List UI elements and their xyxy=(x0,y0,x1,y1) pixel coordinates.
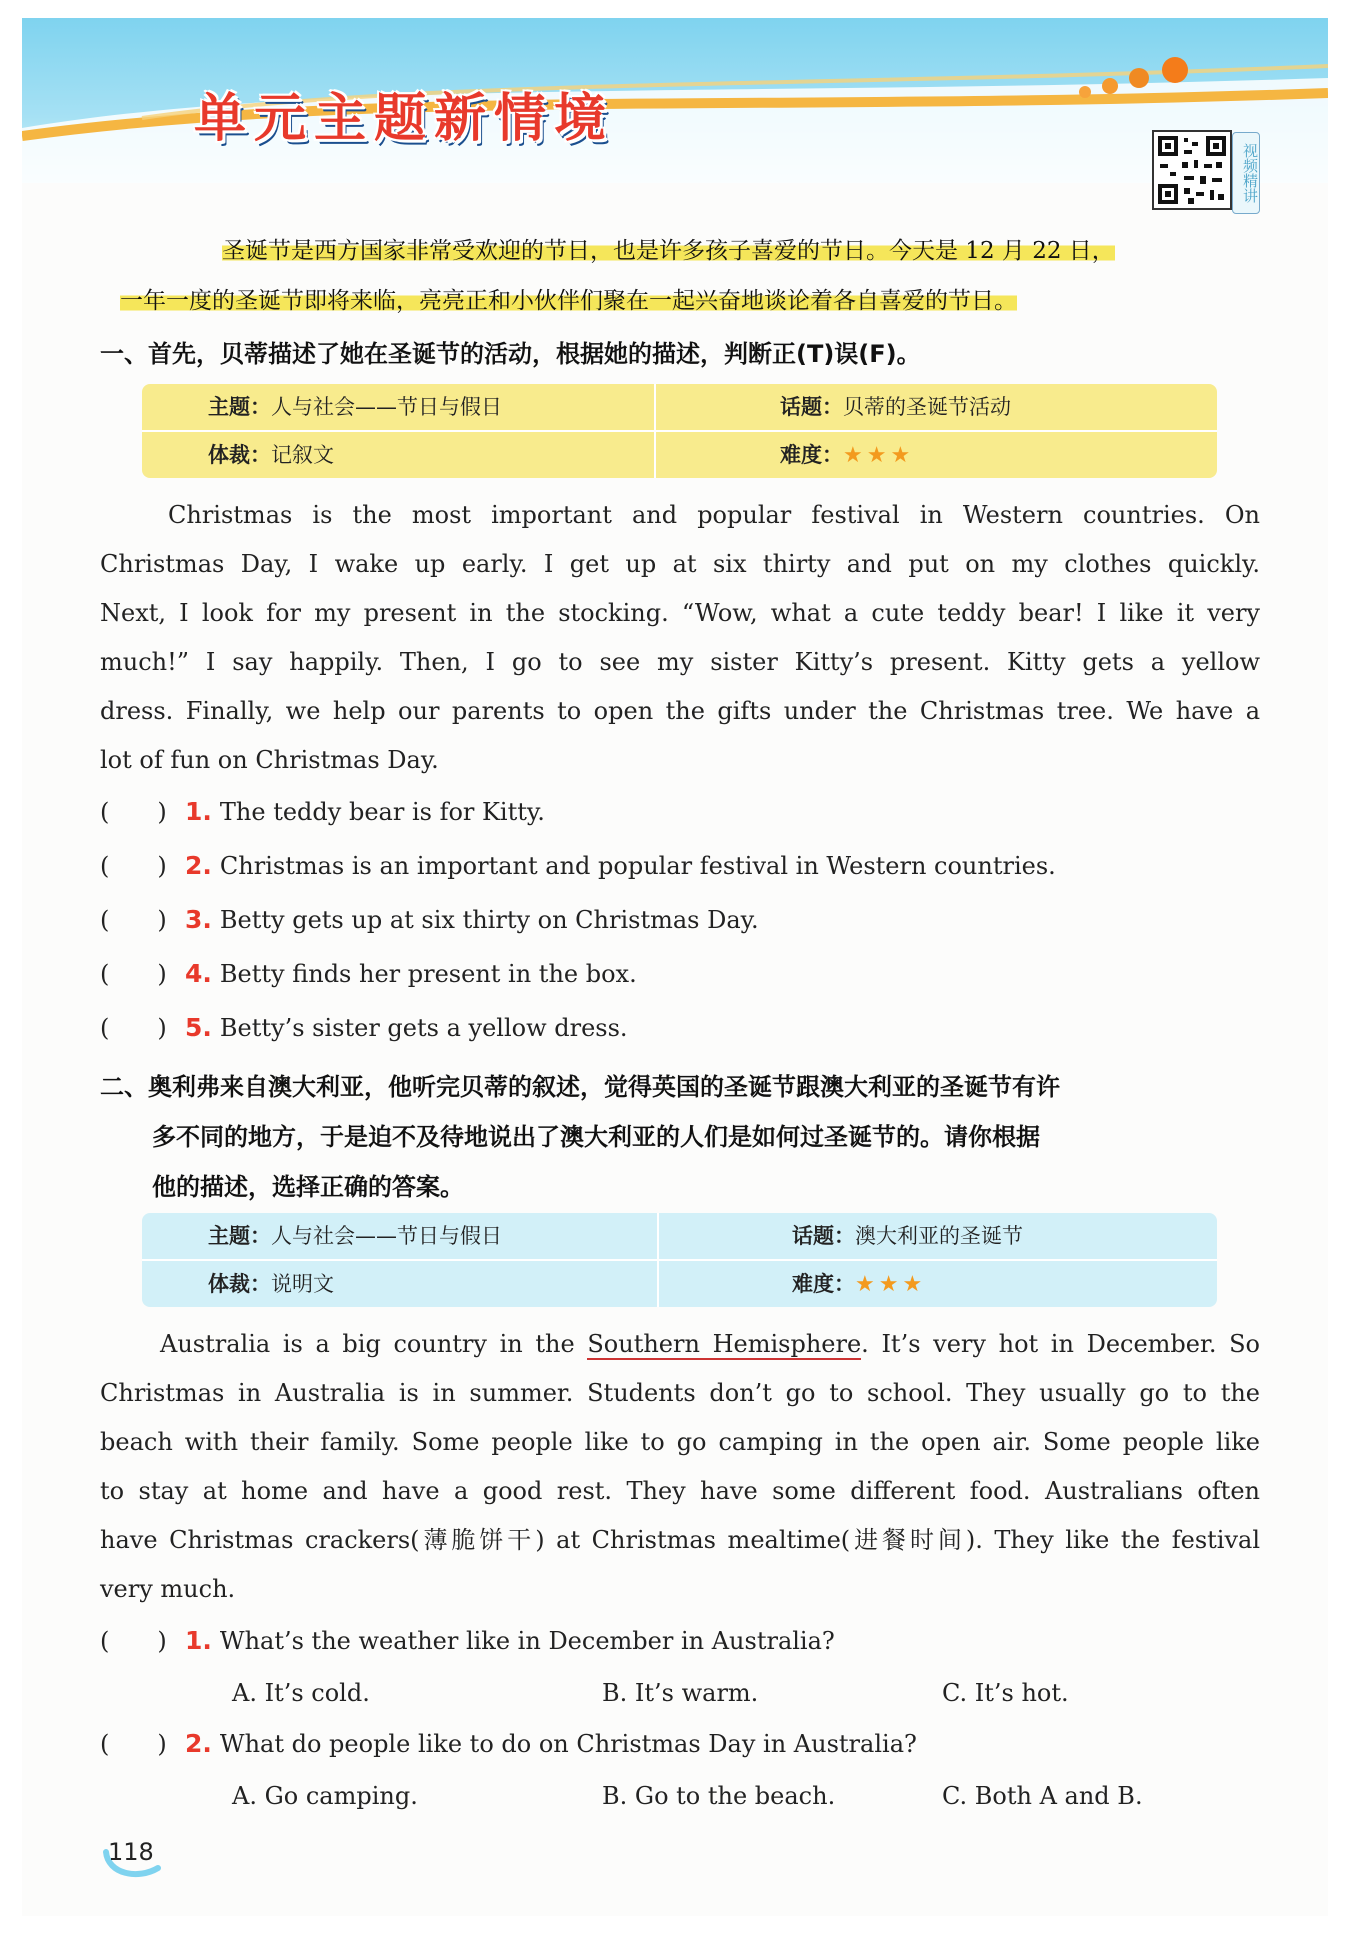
genre-key: 体裁： xyxy=(208,1272,271,1296)
passage-line: beach with their family. Some people like to go camping in the open air. Some people like xyxy=(100,1428,1260,1456)
question-number: 2. xyxy=(185,1729,212,1758)
answer-blank[interactable]: ( ) xyxy=(100,1627,167,1655)
option-c[interactable]: C. It’s hot. xyxy=(942,1679,1069,1707)
question-text: Christmas is an important and popular festival in Western countries. xyxy=(219,852,1056,880)
topic-value: 澳大利亚的圣诞节 xyxy=(855,1224,1023,1248)
question-text: What’s the weather like in December in Australia? xyxy=(219,1627,835,1655)
theme-value: 人与社会——节日与假日 xyxy=(271,1224,502,1248)
question-number: 1. xyxy=(185,1626,212,1655)
option-a[interactable]: A. It’s cold. xyxy=(232,1679,370,1707)
passage-line: Christmas Day, I wake up early. I get up at six thirty and put on my clothes quickly. xyxy=(100,550,1260,578)
question-item xyxy=(100,1727,1270,1761)
video-lecture-label[interactable]: 视频精讲 xyxy=(1232,132,1260,214)
passage-text: Australia is a big country in the xyxy=(160,1330,588,1358)
section-1-info-box xyxy=(142,384,1217,478)
section-1-heading: 一、首先，贝蒂描述了她在圣诞节的活动，根据她的描述，判断正(T)误(F)。 xyxy=(100,340,921,368)
topic-key: 话题： xyxy=(780,395,843,419)
genre-key: 体裁： xyxy=(208,443,271,467)
answer-blank[interactable]: ( ) xyxy=(100,852,167,880)
section-2-heading-line: 二、奥利弗来自澳大利亚，他听完贝蒂的叙述，觉得英国的圣诞节跟澳大利亚的圣诞节有许 xyxy=(100,1073,1060,1101)
passage-line: very much. xyxy=(100,1575,236,1603)
question-number: 1. xyxy=(185,797,212,826)
intro-line-2: 一年一度的圣诞节即将来临，亮亮正和小伙伴们聚在一起兴奋地谈论着各自喜爱的节日。 xyxy=(120,288,1017,314)
passage-line: dress. Finally, we help our parents to open the gifts under the Christmas tree. We have a xyxy=(100,697,1260,725)
answer-blank[interactable]: ( ) xyxy=(100,798,167,826)
option-b[interactable]: B. It’s warm. xyxy=(602,1679,759,1707)
answer-blank[interactable]: ( ) xyxy=(100,960,167,988)
topic-value: 贝蒂的圣诞节活动 xyxy=(843,395,1011,419)
question-number: 3. xyxy=(185,905,212,934)
question-item xyxy=(100,1011,1270,1045)
passage-line: Christmas is the most important and popular festival in Western countries. On xyxy=(168,501,1260,529)
section-2-heading-line: 他的描述，选择正确的答案。 xyxy=(152,1173,464,1201)
genre-value: 记叙文 xyxy=(271,443,334,467)
difficulty-key: 难度： xyxy=(792,1272,855,1296)
option-b[interactable]: B. Go to the beach. xyxy=(602,1782,836,1810)
passage-line: to stay at home and have a good rest. They have some different food. Australians often xyxy=(100,1477,1260,1505)
decorative-dots xyxy=(1075,50,1195,110)
southern-hemisphere-term: Southern Hemisphere xyxy=(587,1330,862,1358)
question-item xyxy=(100,795,1270,829)
question-item xyxy=(100,957,1270,991)
option-c[interactable]: C. Both A and B. xyxy=(942,1782,1143,1810)
section-2-heading-line: 多不同的地方，于是迫不及待地说出了澳大利亚的人们是如何过圣诞节的。请你根据 xyxy=(152,1123,1040,1151)
section-2-passage xyxy=(100,1320,1260,1614)
question-item xyxy=(100,903,1270,937)
theme-key: 主题： xyxy=(208,1224,271,1248)
question-item xyxy=(100,849,1270,883)
question-item xyxy=(100,1624,1270,1658)
genre-value: 说明文 xyxy=(271,1272,334,1296)
option-a[interactable]: A. Go camping. xyxy=(232,1782,418,1810)
intro-line-1: 圣诞节是西方国家非常受欢迎的节日，也是许多孩子喜爱的节日。今天是 12 月 22 日， xyxy=(222,238,1115,264)
question-number: 4. xyxy=(185,959,212,988)
question-text: The teddy bear is for Kitty. xyxy=(219,798,545,826)
difficulty-stars-icon: ★★★ xyxy=(855,1272,927,1297)
theme-value: 人与社会——节日与假日 xyxy=(271,395,502,419)
banner-title: 单元主题新情境 xyxy=(194,89,615,149)
answer-blank[interactable]: ( ) xyxy=(100,1730,167,1758)
passage-line: Christmas in Australia is in summer. Students don’t go to school. They usually go to the xyxy=(100,1379,1260,1407)
intro-paragraph xyxy=(120,226,1260,326)
answer-blank[interactable]: ( ) xyxy=(100,906,167,934)
passage-line: Next, I look for my present in the stocking. “Wow, what a cute teddy bear! I like it very xyxy=(100,599,1260,627)
difficulty-key: 难度： xyxy=(780,443,843,467)
section-1-passage xyxy=(100,491,1260,785)
qr-code-icon[interactable] xyxy=(1152,130,1232,210)
theme-key: 主题： xyxy=(208,395,271,419)
passage-line: much!” I say happily. Then, I go to see my sister Kitty’s present. Kitty gets a yellow xyxy=(100,648,1260,676)
passage-line: have Christmas crackers(薄脆饼干) at Christmas mealtime(进餐时间). They like the festival xyxy=(100,1526,1260,1554)
question-text: Betty’s sister gets a yellow dress. xyxy=(219,1014,628,1042)
section-2-info-box xyxy=(142,1213,1217,1307)
question-number: 5. xyxy=(185,1013,212,1042)
topic-key: 话题： xyxy=(792,1224,855,1248)
section-2-heading xyxy=(100,1062,1060,1212)
page-number: 118 xyxy=(108,1838,154,1866)
difficulty-stars-icon: ★★★ xyxy=(843,443,915,468)
passage-text: . It’s very hot in December. So xyxy=(861,1330,1261,1358)
question-number: 2. xyxy=(185,851,212,880)
passage-line: lot of fun on Christmas Day. xyxy=(100,746,439,774)
question-text: Betty finds her present in the box. xyxy=(219,960,637,988)
question-text: What do people like to do on Christmas Day in Australia? xyxy=(219,1730,917,1758)
question-text: Betty gets up at six thirty on Christmas Day. xyxy=(219,906,759,934)
answer-blank[interactable]: ( ) xyxy=(100,1014,167,1042)
